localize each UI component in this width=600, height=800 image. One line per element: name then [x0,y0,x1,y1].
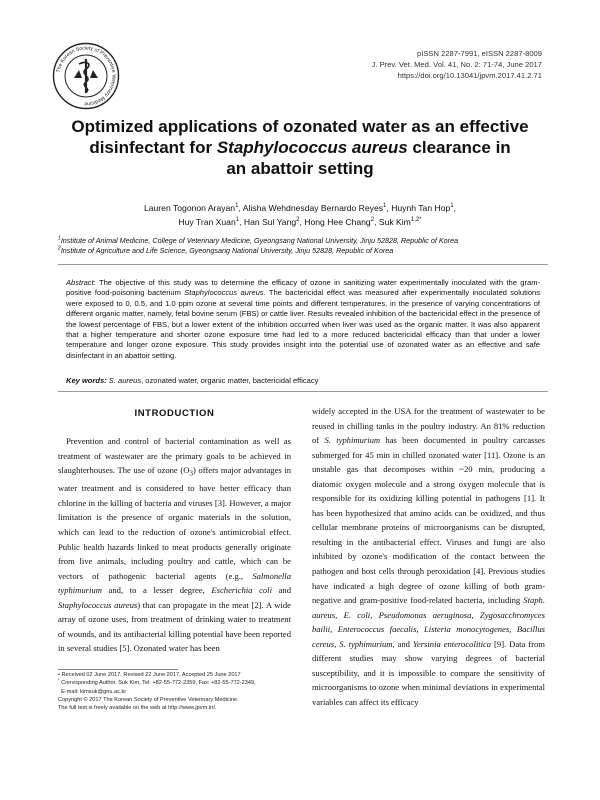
species-name: Staphylococcus aureus [58,599,138,610]
svg-text:The Korean Society of Preventi: The Korean Society of Preventive Veterinary Medicine [55,45,117,107]
section-heading-introduction: INTRODUCTION [134,408,215,419]
species-list: Staph. aureus, E. coli, Pseudomonas aeruginosa, Zygosacchromyces bailii, Enterococcus faecalis, Listeria monocytogenes, Bacillus cereus, S. typhimurium [312,595,545,649]
affiliations [58,236,548,256]
keywords-text: , ozonated water, organic matter, bactericidal efficacy [141,376,319,385]
author-name: Huy Tran Xuan [178,217,236,227]
affiliation-1 [58,236,548,246]
author-name: Huynh Tan Hop [391,203,451,213]
intro-paragraph-continued [312,404,545,709]
abstract-label: Abstract [66,278,94,287]
body-text: Prevention and control of bacterial contamination as well as treatment of wastewater are the primary goals to be achieved in slaughterhouses. The use of ozone (O [58,436,291,476]
subscript: 3 [189,469,193,478]
author-affil-sup: 1 [383,203,387,210]
species-name: Salmonella typhimurium [58,570,291,596]
divider-top [58,264,548,265]
footnote-received: • Received 02 June 2017, Revised 22 June 2017, Accepted 25 June 2017 [58,672,241,678]
keywords [66,376,540,386]
society-seal-logo [52,42,120,110]
footnote-email[interactable] [58,688,318,696]
right-column [312,404,545,709]
body-text: ) that can propagate in the meat [2]. A wide array of ozone uses, from treatment of drinking water to treatment of wounds, and its antibacterial killing potential have been reported in several studies [5]. Ozonated water has been [58,599,291,654]
issn-text: pISSN 2287-7991, eISSN 2287-8009 [417,49,542,58]
title-species: Staphylococcus aureus [216,138,408,157]
affil-text: Institute of Animal Medicine, College of Veterinary Medicine, Gyeongsang National University, Jinju 52828, Republic of Korea [60,236,459,245]
footnote-divider [58,669,178,670]
footnote-copyright: Copyright © 2017 The Korean Society of Preventive Veterinary Medicine. [58,696,239,703]
author-list: Lauren Togonon Arayan$^1$, Alisha Wehdnesday Bernardo Reyes$^1$, Huynh Tan Hop$^1$, Huy Tran Xuan$^1$, Han Sul Yang$^2$, Hong Hee Chang$^2$, Suk Kim$^{1,2*}$ [143,203,457,227]
body-text: , and [392,638,413,649]
body-text: and [271,585,292,596]
body-text: ) offers major advantages in water treatment and is considered to have better efficacy than chlorine in the killing of bacteria and viruses [3]. However, a major limitation is the presence of organic materials in the solution, which can lead to the reduction of ozone's antimicrobial effect. Public health hazards linked to meat products generally originate from live animals, including poultry and cattle, which can be vectors of pathogenic bacterial agents (e.g., [58,465,291,581]
footnotes [58,671,318,712]
author-name: Lauren Togonon Arayan [143,203,236,213]
abstract-species: Staphylococcus aureus [184,288,264,298]
footnote-text: E-mail: kimsuk@gnu.ac.kr [61,688,127,695]
affil-text: Institute of Agriculture and Life Science, Gyeongsang National University, Jinju 52828, Republic of Korea [60,246,394,255]
divider-bottom [58,391,548,392]
author-name: Alisha Wehdnesday Bernardo Reyes [242,203,384,213]
left-column [58,434,291,656]
author-affil-sup: 1 [235,203,239,210]
abstract-text: . The bactericidal effect was measured after experimentally inoculated solutions were exposed to 0, 0.5, and 1.0 ppm ozone at several time points and different temperatures, in the presence of varying concentrations of different organic matter, namely, fetal bovine serum (FBS) or cattle liver. Results revealed inhibition of the bactericidal effect in the presence of the lowest percentage of FBS, but a lower extent of the inhibition occurred when liver was used as the organic matter. It was also apparent that a higher temperature and shorter ozone exposure time had led to a more reduced bactericidal efficacy than that under a lower temperature and longer ozone exposure. This study provides insight into the potential use of ozonated water as an effective and safe disinfectant in an abattoir setting. [66,288,541,360]
affiliation-2 [58,246,548,256]
journal-citation: J. Prev. Vet. Med. Vol. 41, No. 2: 71-74, June 2017 [371,60,542,69]
affil-sup: 1 [58,235,61,242]
footnote-access: The full text is freely available on the web at http://www.jpvm.kr/. [58,705,217,712]
author-affil-sup: 1 [235,217,240,224]
intro-paragraph-1 [58,434,291,656]
doi-link[interactable]: https://doi.org/10.13041/jpvm.2017.41.2.71 [397,71,542,80]
author-name: Suk Kim [378,217,411,227]
keyword-species: S. aureus [108,376,142,385]
body-text: widely accepted in the USA for the treatment of wastewater to be reused in chilling tanks in the poultry industry. An 81% reduction of [312,406,545,446]
footnote-text: Received 02 June 2017, Revised 22 June 2017, Accepted 25 June 2017 [61,672,241,678]
title-line-2 [60,137,540,158]
journal-info [372,48,542,81]
author-affil-sup: 2 [370,217,375,224]
author-affil-sup: 1 [450,203,454,210]
title-text: clearance in [407,138,511,157]
author-name: Han Sul Yang [243,217,297,227]
species-name: Escherichia coli [211,585,272,596]
author-affil-sup: 1,2* [410,217,422,224]
title-text: disinfectant for [89,138,217,157]
title-line-3: an abattoir setting [226,159,374,178]
paper-title [60,116,540,179]
abstract [66,278,540,361]
abstract-text: : The objective of this study was to determine the efficacy of ozone in sanitizing water experimentally inoculated with the gram-positive food-poisoning bacterium [66,278,540,298]
body-text: [9]. Data from different studies may show varying degrees of bacterial susceptibility, and it is impossible to compare the sensitivity of microorganisms to ozone when minimal deviations in experimental variables can affect its efficacy [312,638,545,707]
footnote-text: Corresponding Author. Suk Kim, Tel: +82-55-772-2359, Fax: +82-55-772-2349, [61,680,256,687]
body-text: has been documented in poultry carcasses submerged for 45 min in chilled ozonated water [11]. Ozone is an unstable gas that decomposes within ~20 min, producing a diatomic oxygen molecule and a strong oxygen molecule that is responsible for its oxidizing killing potential in pathogens [1]. It has been hypothesized that amino acids can be oxidized, and thus cellular membrane proteins of microorganisms can be disrupted, resulting in the antibacterial effect. Viruses and fungi are also inhibited by ozone's modification of the contact between the pathogen and host cells through peroxidation [4]. Previous studies have indicated a high degree of ozone killing of both gram-negative and gram-positive food-related bacteria, including [312,435,545,606]
body-text: and, to a lesser degree, [101,585,212,596]
footnote-corresponding: * Corresponding Author. Suk Kim, Tel: +82-55-772-2359, Fax: +82-55-772-2349, [58,677,256,687]
species-name: S. typhimurium [324,435,381,446]
title-line-1: Optimized applications of ozonated water as an effective [71,117,529,136]
species-name: Yersinia enterocolitica [412,638,492,649]
author-affil-sup: 2 [296,217,300,224]
author-name: Hong Hee Chang [304,217,371,227]
affil-sup: 2 [58,245,61,252]
keywords-label: Key words: [66,376,107,385]
